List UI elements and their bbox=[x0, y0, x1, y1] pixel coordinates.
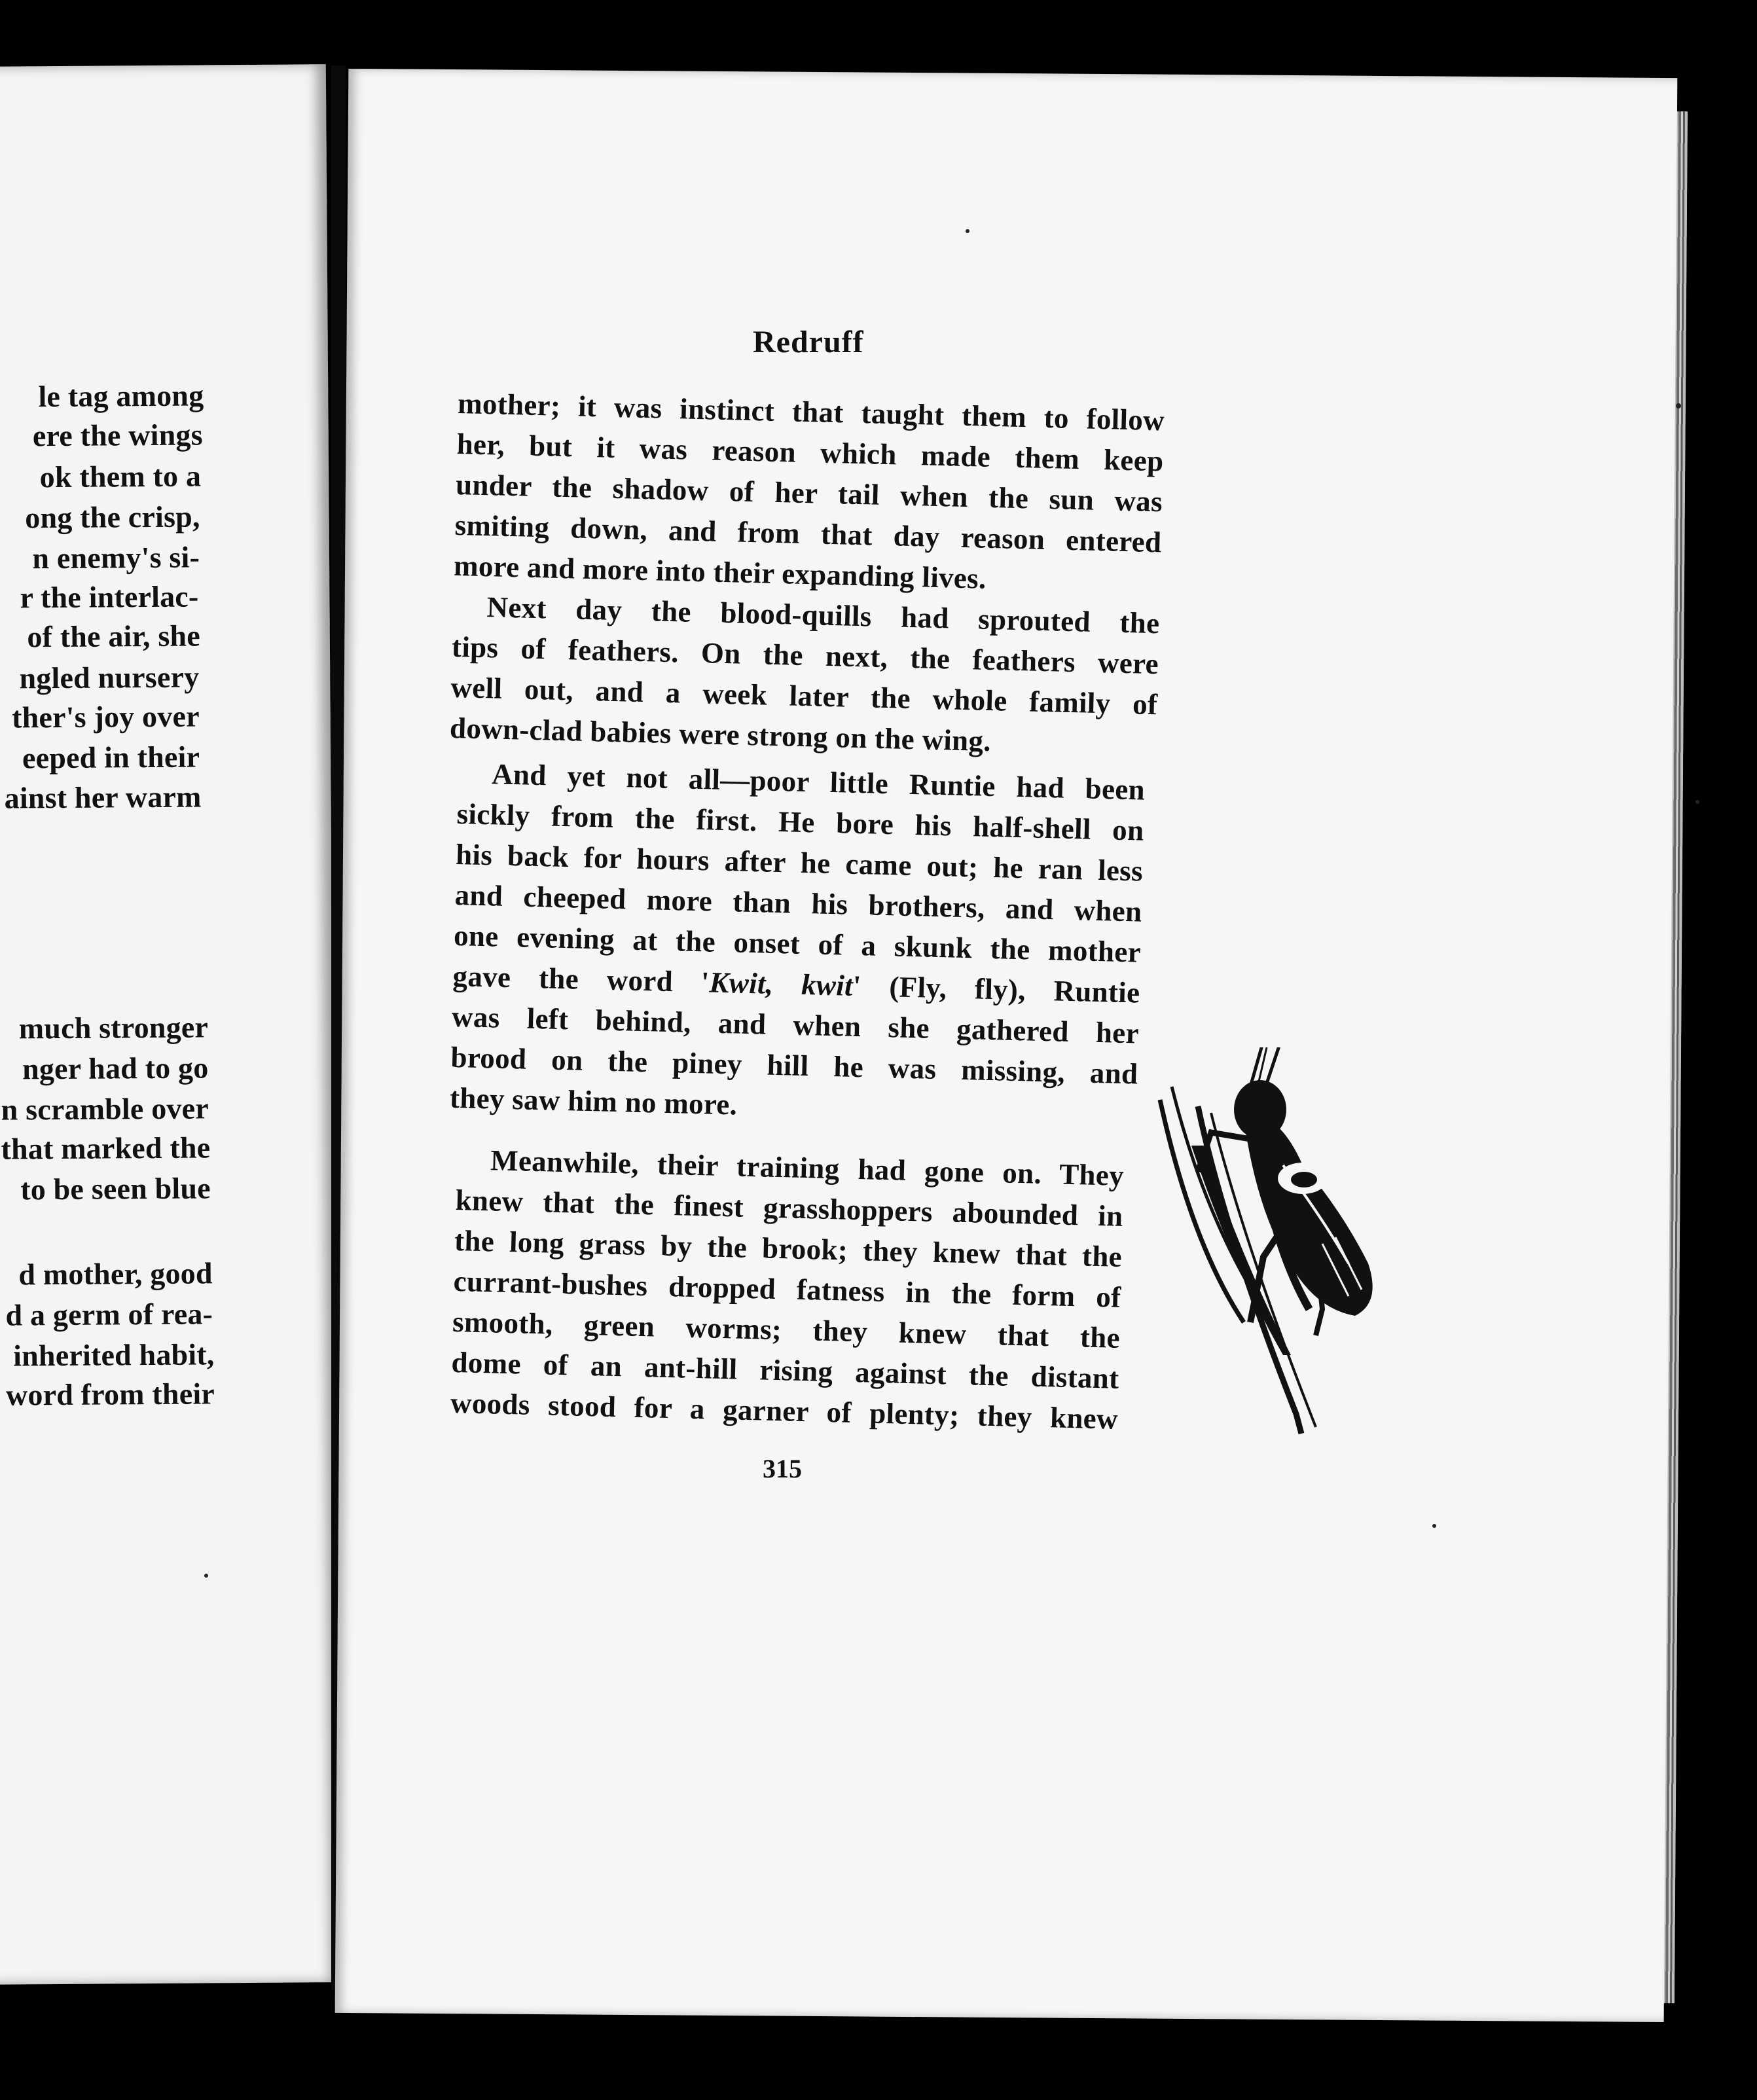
left-fragment-line: that marked the bbox=[1, 1131, 211, 1166]
text-line: gave the word 'Kwit, kwit' (Fly, fly), Runtie bbox=[452, 959, 1140, 1009]
left-fragment-line: r the interlac- bbox=[20, 579, 199, 615]
left-fragment-line: ngled nursery bbox=[19, 660, 200, 695]
text-line: and cheeped more than his brothers, and when bbox=[454, 878, 1142, 928]
page-number: 315 bbox=[763, 1454, 802, 1483]
left-text-fragments bbox=[0, 64, 339, 1985]
paper-speck bbox=[966, 229, 969, 233]
left-fragment-line: eeped in their bbox=[22, 740, 200, 775]
text-line: more and more into their expanding lives. bbox=[453, 549, 987, 595]
text-line: the long grass by the brook; they knew that the bbox=[454, 1223, 1123, 1273]
text-line: down-clad babies were strong on the wing. bbox=[449, 711, 992, 758]
text-line: tips of feathers. On the next, the feathers were bbox=[451, 630, 1159, 681]
paper-speck bbox=[1432, 1524, 1436, 1528]
paper-speck bbox=[1695, 800, 1699, 804]
left-fragment-line: ok them to a bbox=[39, 459, 202, 494]
text-line: under the shadow of her tail when the sun was bbox=[455, 467, 1163, 518]
paper-speck bbox=[1676, 403, 1681, 408]
left-fragment-line: inherited habit, bbox=[13, 1337, 215, 1373]
left-fragment-line: word from their bbox=[5, 1377, 215, 1412]
paragraph-3 bbox=[449, 753, 1145, 1134]
text-line: Meanwhile, their training had gone on. They bbox=[490, 1144, 1125, 1192]
paper-speck bbox=[204, 1574, 208, 1578]
text-line: well out, and a week later the whole family of bbox=[450, 670, 1158, 721]
text-line: woods stood for a garner of plenty; they knew bbox=[450, 1386, 1119, 1436]
italic-cry: Kwit, kwit bbox=[709, 966, 854, 1002]
grasshopper-icon bbox=[1152, 1047, 1401, 1453]
text-line: knew that the finest grasshoppers abounded in bbox=[455, 1183, 1124, 1233]
left-fragment-line: n enemy's si- bbox=[32, 540, 200, 575]
grasshopper-illustration bbox=[1152, 1047, 1401, 1453]
left-fragment-line: nger had to go bbox=[22, 1051, 209, 1086]
left-fragment-line: ere the wings bbox=[32, 418, 203, 453]
text-line: Next day the blood-quills had sprouted the bbox=[486, 590, 1160, 640]
left-fragment-line: to be seen blue bbox=[20, 1171, 211, 1206]
text-line: his back for hours after he came out; he ran less bbox=[455, 837, 1144, 888]
left-fragment-line: ainst her warm bbox=[4, 780, 202, 815]
text-line: mother; it was instinct that taught them to follow bbox=[457, 386, 1165, 437]
left-fragment-line: of the air, she bbox=[27, 619, 201, 654]
text-line: smooth, green worms; they knew that the bbox=[452, 1305, 1121, 1354]
text-line: they saw him no more. bbox=[449, 1081, 738, 1121]
text-line: her, but it was reason which made them keep bbox=[456, 427, 1165, 478]
text-line: one evening at the onset of a skunk the mother bbox=[453, 918, 1142, 969]
text-line: brood on the piney hill he was missing, and bbox=[450, 1040, 1138, 1091]
text-block-middle bbox=[449, 753, 1145, 1134]
text-line: smiting down, and from that day reason entered bbox=[454, 508, 1162, 559]
text-block-upper bbox=[449, 383, 1165, 765]
left-fragment-line: d mother, good bbox=[18, 1256, 213, 1292]
left-fragment-line: ther's joy over bbox=[11, 699, 200, 734]
left-fragment-line: ong the crisp, bbox=[25, 499, 200, 535]
text-line: was left behind, and when she gathered her bbox=[451, 1000, 1140, 1050]
paragraph-1 bbox=[453, 383, 1165, 603]
paragraph-4 bbox=[450, 1139, 1124, 1439]
left-fragment-line: much stronger bbox=[18, 1010, 209, 1045]
left-fragment-line: le tag among bbox=[38, 378, 204, 414]
running-head: Redruff bbox=[753, 325, 864, 359]
text-block-lower bbox=[450, 1139, 1124, 1439]
text-line: And yet not all—poor little Runtie had been bbox=[491, 757, 1146, 806]
text-line: sickly from the first. He bore his half-shell on bbox=[456, 797, 1145, 847]
text-line: dome of an ant-hill rising against the distant bbox=[451, 1345, 1119, 1395]
left-page bbox=[0, 64, 339, 1985]
left-fragment-line: d a germ of rea- bbox=[5, 1297, 213, 1332]
left-fragment-line: n scramble over bbox=[1, 1091, 209, 1127]
paragraph-2 bbox=[449, 586, 1160, 765]
text-line: currant-bushes dropped fatness in the form of bbox=[453, 1264, 1122, 1314]
